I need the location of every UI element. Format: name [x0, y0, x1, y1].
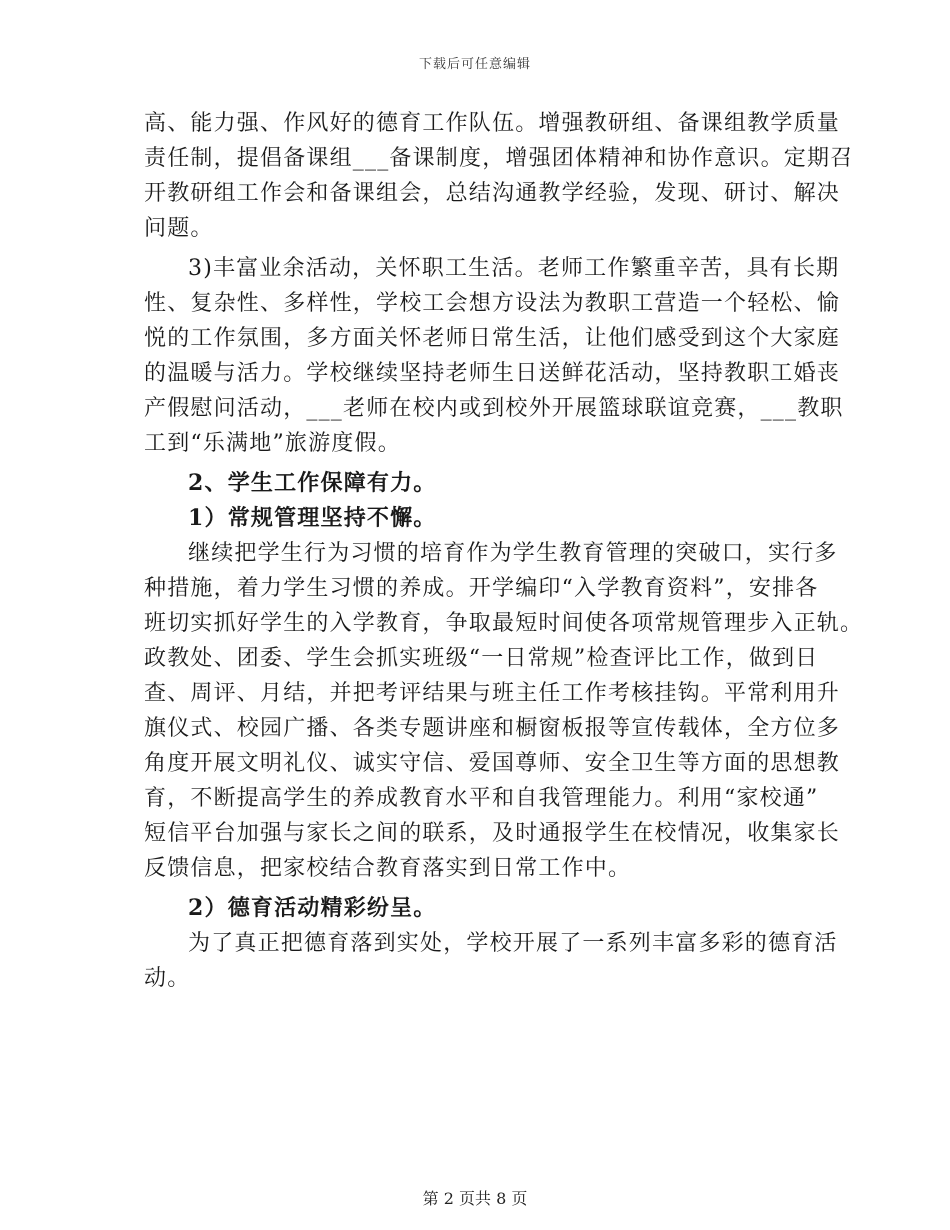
- page-footer: 第 2 页共 8 页: [422, 1189, 528, 1208]
- page-header: 下载后可任意编辑: [418, 57, 531, 72]
- body-line: 为了真正把德育落到实处，学校开展了一系列丰富多彩的德育活: [188, 931, 838, 956]
- body-line: 开教研组工作会和备课组会，总结沟通教学经验，发现、研讨、解决: [144, 181, 841, 206]
- subsection-heading: 2）德育活动精彩纷呈。: [188, 895, 437, 921]
- body-line: 工到“乐满地”旅游度假。: [144, 431, 401, 456]
- subsection-heading: 1）常规管理坚持不懈。: [188, 505, 437, 531]
- body-line: 的温暖与活力。学校继续坚持老师生日送鲜花活动，坚持教职工婚丧: [144, 361, 841, 386]
- body-line: 育，不断提高学生的养成教育水平和自我管理能力。利用“家校通”: [144, 786, 819, 811]
- document-body: [144, 106, 864, 996]
- body-line: 查、周评、月结，并把考评结果与班主任工作考核挂钩。平常利用升: [144, 681, 841, 706]
- body-line: 责任制，提倡备课组___备课制度，增强团体精神和协作意识。定期召: [144, 146, 854, 171]
- body-line: 产假慰问活动，___老师在校内或到校外开展篮球联谊竞赛，___教职: [144, 396, 844, 421]
- body-line: 高、能力强、作风好的德育工作队伍。增强教研组、备课组教学质量: [144, 111, 841, 136]
- body-line: 政教处、团委、学生会抓实班级“一日常规”检查评比工作，做到日: [144, 646, 819, 671]
- body-line: 班切实抓好学生的入学教育，争取最短时间使各项常规管理步入正轨。: [144, 611, 864, 636]
- body-line: 动。: [144, 966, 191, 991]
- body-line: 短信平台加强与家长之间的联系，及时通报学生在校情况，收集家长: [144, 821, 841, 846]
- body-line: 反馈信息，把家校结合教育落实到日常工作中。: [144, 856, 632, 881]
- body-line: 3)丰富业余活动，关怀职工生活。老师工作繁重辛苦，具有长期: [188, 256, 840, 281]
- body-line: 性、复杂性、多样性，学校工会想方设法为教职工营造一个轻松、愉: [144, 291, 841, 316]
- body-line: 悦的工作氛围，多方面关怀老师日常生活，让他们感受到这个大家庭: [144, 326, 841, 351]
- body-line: 问题。: [144, 216, 214, 241]
- body-line: 旗仪式、校园广播、各类专题讲座和橱窗板报等宣传载体，全方位多: [144, 716, 841, 741]
- section-heading: 2、学生工作保障有力。: [188, 470, 437, 496]
- body-line: 角度开展文明礼仪、诚实守信、爱国尊师、安全卫生等方面的思想教: [144, 751, 841, 776]
- body-line: 种措施，着力学生习惯的养成。开学编印“入学教育资料”，安排各: [144, 576, 819, 601]
- body-line: 继续把学生行为习惯的培育作为学生教育管理的突破口，实行多: [188, 541, 838, 566]
